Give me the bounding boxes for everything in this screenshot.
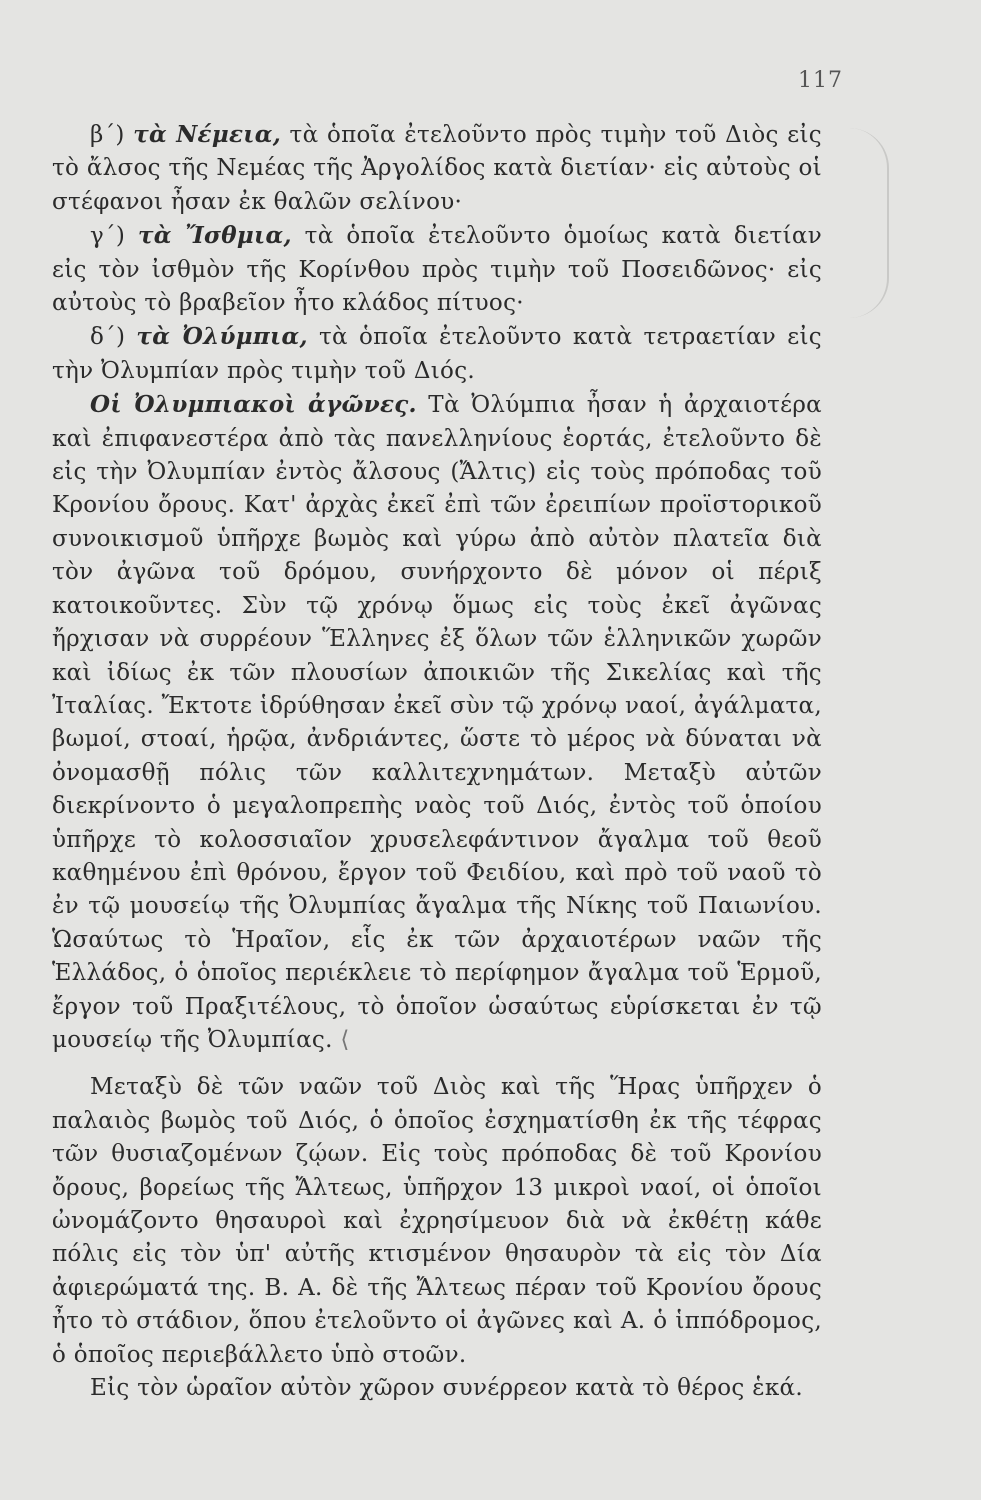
paragraph-text: τὰ ὁποῖα ἐτελοῦντο ὁμοίως κατὰ διετίαν εἰς τὸν ἰσθμὸν τῆς Κορίνθου πρὸς τιμὴν τοῦ Ποσειδῶνος· εἰς αὐτοὺς τὸ βραβεῖον ἦτο κλάδος πίτυος· [52, 223, 822, 317]
item-marker: δ΄) [90, 324, 137, 351]
paragraph-text: τὰ ὁποῖα ἐτελοῦντο πρὸς τιμὴν τοῦ Διὸς εἰς τὸ ἄλσος τῆς Νεμέας τῆς Ἀργολίδος κατὰ διετίαν· εἰς αὐτοὺς οἱ στέφανοι ἦσαν ἐκ θαλῶν σελίνου· [52, 122, 822, 215]
section-heading: Οἱ Ὀλυμπιακοὶ ἀγῶνες. [90, 391, 417, 419]
paragraph-text: τὰ ὁποῖα ἐτελοῦντο κατὰ τετραετίαν εἰς τὴν Ὀλυμπίαν πρὸς τιμὴν τοῦ Διός. [52, 324, 822, 384]
paragraph-nemea [52, 118, 822, 219]
paragraph-altars [52, 1071, 822, 1372]
item-heading: τὰ Ἴσθμια, [138, 222, 292, 250]
page-number: 117 [798, 68, 843, 93]
paragraph-text: Μεταξὺ δὲ τῶν ναῶν τοῦ Διὸς καὶ τῆς Ἥρας ὑπῆρχεν ὁ παλαιὸς βωμὸς τοῦ Διός, ὁ ὁποῖος ἐσχηματίσθη ἐκ τῆς τέφρας τῶν θυσιαζομένων ζῴων. Εἰς τοὺς πρόποδας δὲ τοῦ Κρονίου ὄρους, βορείως τῆς Ἄλτεως, ὑπῆρχον 13 μικροὶ ναοί, οἱ ὁποῖοι ὠνομάζοντο θησαυροὶ καὶ ἐχρησίμευον διὰ νὰ ἐκθέτῃ κάθε πόλις εἰς τὸν ὑπ' αὐτῆς κτισμένον θησαυρὸν τὰ εἰς τὸν Δία ἀφιερώματά της. Β. Α. δὲ τῆς Ἄλτεως πέραν τοῦ Κρονίου ὄρους ἦτο τὸ στάδιον, ὅπου ἐτελοῦντο οἱ ἀγῶνες καὶ Α. ὁ ἱππόδρομος, ὁ ὁποῖος περιεβάλλετο ὑπὸ στοῶν. [52, 1074, 822, 1368]
pencil-check-mark: ⟨ [332, 1026, 350, 1053]
item-marker: β΄) [90, 122, 134, 148]
item-marker: γ΄) [90, 223, 138, 250]
paragraph-text: Εἰς τὸν ὡραῖον αὐτὸν χῶρον συνέρρεον κατὰ τὸ θέρος ἑκά. [90, 1375, 803, 1402]
paragraph-summer [52, 1372, 822, 1405]
paragraph-text: Τὰ Ὀλύμπια ἦσαν ἡ ἀρχαιοτέρα καὶ ἐπιφανεστέρα ἀπὸ τὰς πανελληνίους ἑορτάς, ἐτελοῦντο δὲ εἰς τὴν Ὀλυμπίαν ἐντὸς ἄλσους (Ἄλτις) εἰς τοὺς πρόποδας τοῦ Κρονίου ὄρους. Κατ' ἀρχὰς ἐκεῖ ἐπὶ τῶν ἐρειπίων προϊστορικοῦ συνοικισμοῦ ὑπῆρχε βωμὸς καὶ γύρω ἀπὸ αὐτὸν πλατεῖα διὰ τὸν ἀγῶνα τοῦ δρόμου, συνήρχοντο δὲ μόνον οἱ πέριξ κατοικοῦντες. Σὺν τῷ χρόνῳ ὅμως εἰς τοὺς ἐκεῖ ἀγῶνας ἤρχισαν νὰ συρρέουν Ἕλληνες ἐξ ὅλων τῶν ἑλληνικῶν χωρῶν καὶ ἰδίως ἐκ τῶν πλουσίων ἀποικιῶν τῆς Σικελίας καὶ τῆς Ἰταλίας. Ἔκτοτε ἱδρύθησαν ἐκεῖ σὺν τῷ χρόνῳ ναοί, ἀγάλματα, βωμοί, στοαί, ἡρῷα, ἀνδριάντες, ὥστε τὸ μέρος νὰ δύναται νὰ ὀνομασθῇ πόλις τῶν καλλιτεχνημάτων. Μεταξὺ αὐτῶν διεκρίνοντο ὁ μεγαλοπρεπὴς ναὸς τοῦ Διός, ἐντὸς τοῦ ὁποίου ὑπῆρχε τὸ κολοσσιαῖον χρυσελεφάντινον ἄγαλμα τοῦ θεοῦ καθημένου ἐπὶ θρόνου, ἔργον τοῦ Φειδίου, καὶ πρὸ τοῦ ναοῦ τὸ ἐν τῷ μουσείῳ τῆς Ὀλυμπίας ἄγαλμα τῆς Νίκης τοῦ Παιωνίου. Ὡσαύτως τὸ Ἡραῖον, εἷς ἐκ τῶν ἀρχαιοτέρων ναῶν τῆς Ἑλλάδος, ὁ ὁποῖος περιέκλειε τὸ περίφημον ἄγαλμα τοῦ Ἑρμοῦ, ἔργον τοῦ Πραξιτέλους, τὸ ὁποῖον ὡσαύτως εὑρίσκεται ἐν τῷ μουσείῳ τῆς Ὀλυμπίας. [52, 392, 823, 1053]
item-heading: τὰ Ὀλύμπια, [136, 323, 308, 351]
item-heading: τὰ Νέμεια, [133, 121, 281, 148]
pencil-bracket-mark [847, 128, 889, 318]
paragraph-isthmia [52, 219, 822, 320]
body-text [52, 118, 822, 1405]
paragraph-olympic-games [52, 388, 822, 1057]
paragraph-olympia [52, 320, 822, 388]
